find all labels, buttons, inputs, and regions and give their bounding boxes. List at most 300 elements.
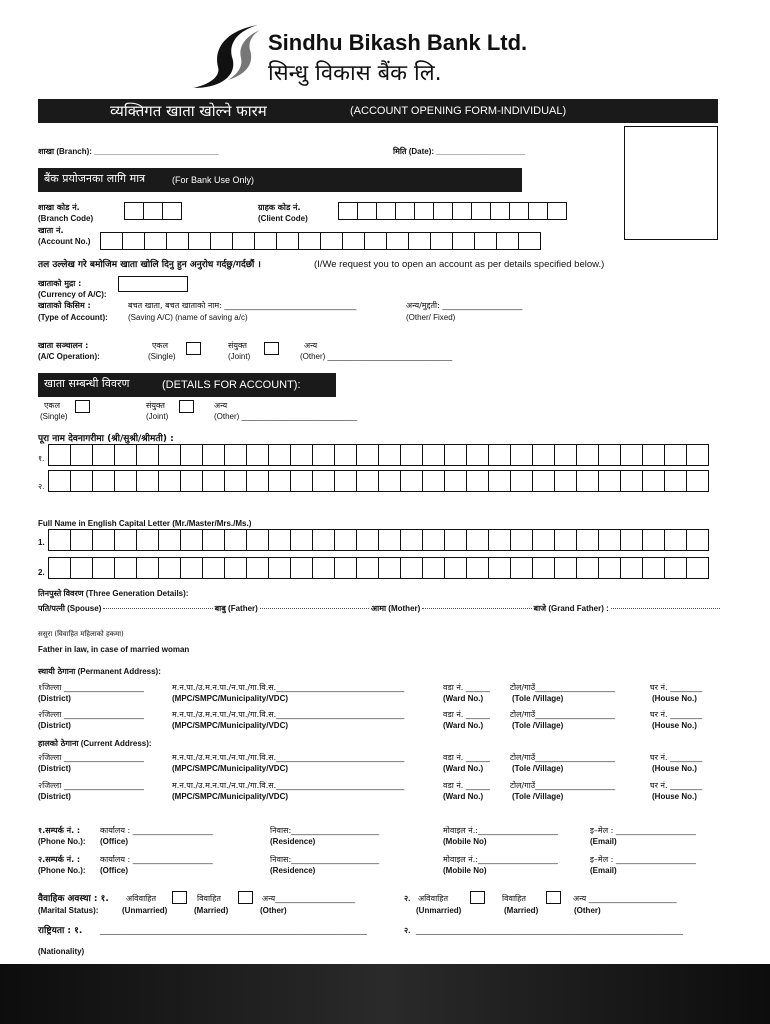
ward-sub: (Ward No.): [443, 792, 484, 801]
ward-sub: (Ward No.): [443, 721, 484, 730]
det-joint-checkbox[interactable]: [179, 400, 194, 413]
tole-sub: (Tole /Village): [512, 694, 564, 703]
bank-name-english: Sindhu Bikash Bank Ltd.: [268, 30, 528, 55]
char-box[interactable]: [474, 232, 497, 250]
char-box[interactable]: [422, 557, 445, 579]
char-box[interactable]: [334, 557, 357, 579]
ward-field[interactable]: वडा नं. ______: [443, 753, 490, 762]
tole-field[interactable]: टोल/गाउँ____________________: [510, 710, 616, 719]
name-en-row1-boxes[interactable]: [48, 529, 709, 551]
char-box[interactable]: [202, 470, 225, 492]
married2-label: विवाहित: [502, 894, 526, 903]
char-box[interactable]: [232, 232, 255, 250]
char-box[interactable]: [364, 232, 387, 250]
det-single-sub: (Single): [40, 412, 68, 421]
char-box[interactable]: [598, 557, 621, 579]
char-box[interactable]: [510, 470, 533, 492]
char-box[interactable]: [312, 557, 335, 579]
name-en-row2-num: 2.: [38, 568, 45, 577]
client-code-label: ग्राहक कोड नं.: [258, 203, 301, 212]
char-box[interactable]: [290, 444, 313, 466]
char-box[interactable]: [466, 444, 489, 466]
district-field[interactable]: २जिल्ला ____________________: [38, 753, 144, 762]
residence-phone-field[interactable]: निवास:______________________: [270, 855, 380, 864]
char-box[interactable]: [100, 232, 123, 250]
municipality-field[interactable]: म.न.पा./उ.म.न.पा./न.पा./गा.वि.स.________________________________: [172, 781, 405, 790]
char-box[interactable]: [496, 232, 519, 250]
permanent-address-label: स्थायी ठेगाना (Permanent Address):: [38, 667, 161, 676]
char-box[interactable]: [532, 470, 555, 492]
form-title-english: (ACCOUNT OPENING FORM-INDIVIDUAL): [350, 105, 567, 117]
married-checkbox[interactable]: [238, 891, 253, 904]
char-box[interactable]: [158, 444, 181, 466]
tole-sub: (Tole /Village): [512, 792, 564, 801]
char-box[interactable]: [452, 202, 472, 220]
municipality-field[interactable]: म.न.पा./उ.म.न.पा./न.पा./गा.वि.स.________________________________: [172, 753, 405, 762]
char-box[interactable]: [136, 557, 159, 579]
address-row[interactable]: [38, 753, 728, 775]
other-fixed-field[interactable]: अन्य/मुद्दती: ____________________: [406, 301, 523, 310]
marital-other2-field[interactable]: अन्य ______________________: [573, 894, 677, 903]
bank-use-bar: [38, 168, 522, 192]
char-box[interactable]: [664, 557, 687, 579]
char-box[interactable]: [158, 470, 181, 492]
municipality-sub: (MPC/SMPC/Municipality/VDC): [172, 764, 289, 773]
op-joint-sub: (Joint): [228, 352, 251, 361]
char-box[interactable]: [48, 557, 71, 579]
ward-field[interactable]: वडा नं. ______: [443, 710, 490, 719]
district-field[interactable]: १जिल्ला ____________________: [38, 683, 144, 692]
unmarried2-label: अविवाहित: [418, 894, 449, 903]
request-nepali: तल उल्लेख गरे बमोजिम खाता खोलि दिनु हुन अनुरोध गर्दछु/गर्दछौं ।: [38, 260, 261, 270]
char-box[interactable]: [576, 557, 599, 579]
residence-sub: (Residence): [270, 866, 316, 875]
char-box[interactable]: [92, 557, 115, 579]
form-title-bar: [38, 99, 718, 123]
char-box[interactable]: [224, 557, 247, 579]
operation-label: खाता सञ्चालन :: [38, 341, 89, 350]
ward-sub: (Ward No.): [443, 764, 484, 773]
char-box[interactable]: [642, 557, 665, 579]
address-row[interactable]: [38, 683, 728, 705]
date-field[interactable]: मिति (Date): ____________________: [393, 147, 526, 156]
currency-label-en: (Currency of A/C):: [38, 290, 107, 299]
house-sub: (House No.): [652, 694, 697, 703]
client-code-boxes[interactable]: [338, 202, 567, 220]
char-box[interactable]: [254, 232, 277, 250]
char-box[interactable]: [290, 529, 313, 551]
char-box[interactable]: [166, 232, 189, 250]
char-box[interactable]: [554, 529, 577, 551]
char-box[interactable]: [378, 529, 401, 551]
district-sub: (District): [38, 764, 71, 773]
op-single-checkbox[interactable]: [186, 342, 201, 355]
char-box[interactable]: [430, 232, 453, 250]
char-box[interactable]: [246, 470, 269, 492]
char-box[interactable]: [276, 232, 299, 250]
char-box[interactable]: [312, 470, 335, 492]
bank-use-nepali: बैंक प्रयोजनका लागि मात्र: [44, 172, 146, 185]
district-sub: (District): [38, 792, 71, 801]
name-nepali-label: पूरा नाम देवनागरीमा (श्री/सुश्री/श्रीमती) :: [38, 434, 174, 444]
currency-label: खाताको मुद्रा :: [38, 279, 82, 288]
char-box[interactable]: [246, 444, 269, 466]
char-box[interactable]: [422, 470, 445, 492]
mobile-field[interactable]: मोवाइल नं.:____________________: [443, 826, 558, 835]
char-box[interactable]: [246, 529, 269, 551]
char-box[interactable]: [180, 444, 203, 466]
char-box[interactable]: [342, 232, 365, 250]
bank-logo: [188, 22, 268, 92]
char-box[interactable]: [686, 529, 709, 551]
char-box[interactable]: [400, 529, 423, 551]
marital-label: वैवाहिक अवस्था : १.: [38, 894, 109, 904]
char-box[interactable]: [576, 529, 599, 551]
char-box[interactable]: [395, 202, 415, 220]
branch-code-boxes[interactable]: [124, 202, 182, 220]
ward-field[interactable]: वडा नं. ______: [443, 781, 490, 790]
char-box[interactable]: [547, 202, 567, 220]
char-box[interactable]: [510, 444, 533, 466]
branch-code-label-en: (Branch Code): [38, 214, 94, 223]
char-box[interactable]: [598, 529, 621, 551]
phone-row[interactable]: [38, 855, 728, 877]
char-box[interactable]: [312, 529, 335, 551]
char-box[interactable]: [202, 444, 225, 466]
char-box[interactable]: [224, 444, 247, 466]
name-np-row1-num: १.: [38, 454, 45, 463]
char-box[interactable]: [664, 444, 687, 466]
char-box[interactable]: [576, 444, 599, 466]
char-box[interactable]: [686, 444, 709, 466]
ward-field[interactable]: वडा नं. ______: [443, 683, 490, 692]
residence-phone-field[interactable]: निवास:______________________: [270, 826, 380, 835]
op-other-field[interactable]: (Other) ____________________________: [300, 352, 453, 361]
email-sub: (Email): [590, 837, 617, 846]
house-sub: (House No.): [652, 721, 697, 730]
married-label: विवाहित: [197, 894, 221, 903]
char-box[interactable]: [92, 470, 115, 492]
char-box[interactable]: [554, 557, 577, 579]
char-box[interactable]: [444, 470, 467, 492]
tole-field[interactable]: टोल/गाउँ____________________: [510, 781, 616, 790]
char-box[interactable]: [532, 529, 555, 551]
name-english-label: Full Name in English Capital Letter (Mr./Master/Mrs./Ms.): [38, 519, 252, 528]
char-box[interactable]: [114, 444, 137, 466]
char-box[interactable]: [466, 557, 489, 579]
operation-label-en: (A/C Operation):: [38, 352, 100, 361]
char-box[interactable]: [598, 444, 621, 466]
char-box[interactable]: [70, 444, 93, 466]
municipality-field[interactable]: म.न.पा./उ.म.न.पा./न.पा./गा.वि.स.________________________________: [172, 710, 405, 719]
char-box[interactable]: [620, 557, 643, 579]
married2-checkbox[interactable]: [546, 891, 561, 904]
name-np-row2-boxes[interactable]: [48, 470, 709, 492]
char-box[interactable]: [488, 470, 511, 492]
office-phone-field[interactable]: कार्यालय : ____________________: [100, 855, 213, 864]
char-box[interactable]: [554, 470, 577, 492]
op-joint-label: संयुक्त: [228, 341, 247, 350]
char-box[interactable]: [48, 444, 71, 466]
char-box[interactable]: [180, 529, 203, 551]
email-sub: (Email): [590, 866, 617, 875]
marital-other-field[interactable]: अन्य____________________: [262, 894, 356, 903]
char-box[interactable]: [444, 557, 467, 579]
municipality-sub: (MPC/SMPC/Municipality/VDC): [172, 721, 289, 730]
char-box[interactable]: [422, 529, 445, 551]
char-box[interactable]: [334, 470, 357, 492]
char-box[interactable]: [620, 470, 643, 492]
char-box[interactable]: [48, 470, 71, 492]
char-box[interactable]: [642, 444, 665, 466]
name-en-row2-boxes[interactable]: [48, 557, 709, 579]
unmarried-checkbox[interactable]: [172, 891, 187, 904]
account-type-label: खाताको किसिम :: [38, 301, 91, 310]
name-np-row1-boxes[interactable]: [48, 444, 709, 466]
char-box[interactable]: [268, 529, 291, 551]
char-box[interactable]: [466, 470, 489, 492]
char-box[interactable]: [488, 529, 511, 551]
char-box[interactable]: [290, 557, 313, 579]
generation-row[interactable]: [38, 603, 722, 613]
mobile-sub: (Mobile No): [443, 837, 487, 846]
house-field[interactable]: घर नं. ________: [650, 683, 703, 692]
char-box[interactable]: [92, 444, 115, 466]
char-box[interactable]: [466, 529, 489, 551]
char-box[interactable]: [144, 232, 167, 250]
client-code-label-en: (Client Code): [258, 214, 308, 223]
char-box[interactable]: [452, 232, 475, 250]
address-row[interactable]: [38, 710, 728, 732]
char-box[interactable]: [378, 470, 401, 492]
char-box[interactable]: [554, 444, 577, 466]
char-box[interactable]: [312, 444, 335, 466]
char-box[interactable]: [180, 557, 203, 579]
char-box[interactable]: [376, 202, 396, 220]
office-sub: (Office): [100, 866, 128, 875]
char-box[interactable]: [378, 557, 401, 579]
op-other-label: अन्य: [304, 341, 318, 350]
marital-label-en: (Marital Status):: [38, 906, 99, 915]
char-box[interactable]: [664, 470, 687, 492]
char-box[interactable]: [490, 202, 510, 220]
bank-use-english: (For Bank Use Only): [172, 175, 255, 185]
op-single-sub: (Single): [148, 352, 176, 361]
ward-sub: (Ward No.): [443, 694, 484, 703]
tole-field[interactable]: टोल/गाउँ____________________: [510, 753, 616, 762]
district-sub: (District): [38, 694, 71, 703]
char-box[interactable]: [70, 470, 93, 492]
char-box[interactable]: [414, 202, 434, 220]
married-sub: (Married): [194, 906, 229, 915]
branch-code-label: शाखा कोड नं.: [38, 203, 80, 212]
char-box[interactable]: [642, 470, 665, 492]
char-box[interactable]: [408, 232, 431, 250]
char-box[interactable]: [532, 557, 555, 579]
op-single-label: एकल: [152, 341, 168, 350]
father-label: बाबु (Father): [214, 603, 258, 613]
char-box[interactable]: [136, 444, 159, 466]
request-english: (I/We request you to open an account as per details specified below.): [314, 259, 605, 270]
char-box[interactable]: [122, 232, 145, 250]
char-box[interactable]: [471, 202, 491, 220]
email-field[interactable]: इ–मेल : ____________________: [590, 826, 696, 835]
char-box[interactable]: [433, 202, 453, 220]
district-field[interactable]: २जिल्ला ____________________: [38, 710, 144, 719]
char-box[interactable]: [356, 470, 379, 492]
char-box[interactable]: [518, 232, 541, 250]
marital-other2-sub: (Other): [574, 906, 601, 915]
house-sub: (House No.): [652, 792, 697, 801]
char-box[interactable]: [528, 202, 548, 220]
char-box[interactable]: [620, 529, 643, 551]
footer-band: [0, 964, 770, 1024]
grandfather-label: बाजे (Grand Father) :: [533, 603, 609, 613]
det-other-field[interactable]: (Other) __________________________: [214, 412, 358, 421]
email-field[interactable]: इ–मेल : ____________________: [590, 855, 696, 864]
nationality-line-2[interactable]: ____________________________________________________________: [416, 926, 683, 935]
char-box[interactable]: [510, 557, 533, 579]
phone-sub: (Phone No.):: [38, 866, 86, 875]
unmarried-label: अविवाहित: [126, 894, 157, 903]
generation-label: तिनपुस्ते विवरण (Three Generation Details):: [38, 589, 189, 598]
mobile-field[interactable]: मोवाइल नं.:____________________: [443, 855, 558, 864]
phone-sub: (Phone No.):: [38, 837, 86, 846]
char-box[interactable]: [70, 557, 93, 579]
house-field[interactable]: घर नं. ________: [650, 753, 703, 762]
char-box[interactable]: [334, 529, 357, 551]
char-box[interactable]: [642, 529, 665, 551]
op-joint-checkbox[interactable]: [264, 342, 279, 355]
nationality-line-1[interactable]: ____________________________________________________________: [100, 926, 367, 935]
char-box[interactable]: [444, 529, 467, 551]
char-box[interactable]: [224, 470, 247, 492]
char-box[interactable]: [114, 557, 137, 579]
district-sub: (District): [38, 721, 71, 730]
father-in-law-en: Father in law, in case of married woman: [38, 645, 190, 654]
phone-row[interactable]: [38, 826, 728, 848]
char-box[interactable]: [598, 470, 621, 492]
char-box[interactable]: [114, 470, 137, 492]
char-box[interactable]: [70, 529, 93, 551]
name-np-row2-num: २.: [38, 482, 45, 491]
det-single-label: एकल: [44, 401, 60, 410]
residence-sub: (Residence): [270, 837, 316, 846]
char-box[interactable]: [246, 557, 269, 579]
house-field[interactable]: घर नं. ________: [650, 710, 703, 719]
char-box[interactable]: [298, 232, 321, 250]
char-box[interactable]: [576, 470, 599, 492]
unmarried2-sub: (Unmarried): [416, 906, 462, 915]
char-box[interactable]: [356, 444, 379, 466]
account-type-label-en: (Type of Account):: [38, 313, 108, 322]
nationality-en: (Nationality): [38, 947, 85, 956]
municipality-sub: (MPC/SMPC/Municipality/VDC): [172, 694, 289, 703]
char-box[interactable]: [158, 557, 181, 579]
branch-field[interactable]: शाखा (Branch): ____________________________: [38, 147, 219, 156]
char-box[interactable]: [488, 444, 511, 466]
char-box[interactable]: [320, 232, 343, 250]
saving-account-field[interactable]: बचत खाता, बचत खाताको नाम: _________________________________: [128, 301, 357, 310]
char-box[interactable]: [334, 444, 357, 466]
account-no-boxes[interactable]: [100, 232, 541, 250]
det-joint-label: संयुक्त: [146, 401, 165, 410]
office-phone-field[interactable]: कार्यालय : ____________________: [100, 826, 213, 835]
house-field[interactable]: घर नं. ________: [650, 781, 703, 790]
char-box[interactable]: [224, 529, 247, 551]
phone-label: १.सम्पर्क नं. :: [38, 826, 81, 835]
char-box[interactable]: [400, 470, 423, 492]
char-box[interactable]: [620, 444, 643, 466]
municipality-field[interactable]: म.न.पा./उ.म.न.पा./न.पा./गा.वि.स.________________________________: [172, 683, 405, 692]
district-field[interactable]: २जिल्ला ____________________: [38, 781, 144, 790]
char-box[interactable]: [338, 202, 358, 220]
char-box[interactable]: [400, 444, 423, 466]
char-box[interactable]: [378, 444, 401, 466]
char-box[interactable]: [210, 232, 233, 250]
char-box[interactable]: [488, 557, 511, 579]
det-joint-sub: (Joint): [146, 412, 169, 421]
char-box[interactable]: [158, 529, 181, 551]
char-box[interactable]: [268, 444, 291, 466]
char-box[interactable]: [180, 470, 203, 492]
current-address-label: हालको ठेगाना (Current Address):: [38, 739, 152, 748]
char-box[interactable]: [48, 529, 71, 551]
char-box[interactable]: [202, 557, 225, 579]
char-box[interactable]: [444, 444, 467, 466]
tole-field[interactable]: टोल/गाउँ____________________: [510, 683, 616, 692]
unmarried2-checkbox[interactable]: [470, 891, 485, 904]
char-box[interactable]: [509, 202, 529, 220]
char-box[interactable]: [136, 529, 159, 551]
char-box[interactable]: [114, 529, 137, 551]
address-row[interactable]: [38, 781, 728, 803]
char-box[interactable]: [664, 529, 687, 551]
char-box[interactable]: [356, 529, 379, 551]
house-sub: (House No.): [652, 764, 697, 773]
char-box[interactable]: [686, 470, 709, 492]
married2-sub: (Married): [504, 906, 539, 915]
char-box[interactable]: [422, 444, 445, 466]
currency-box[interactable]: [118, 276, 188, 292]
account-no-label: खाता नं.: [38, 226, 64, 235]
det-single-checkbox[interactable]: [75, 400, 90, 413]
char-box[interactable]: [290, 470, 313, 492]
char-box[interactable]: [202, 529, 225, 551]
char-box[interactable]: [400, 557, 423, 579]
municipality-sub: (MPC/SMPC/Municipality/VDC): [172, 792, 289, 801]
photo-box[interactable]: [624, 126, 718, 240]
char-box[interactable]: [268, 557, 291, 579]
char-box[interactable]: [532, 444, 555, 466]
char-box[interactable]: [136, 470, 159, 492]
details-bar: [38, 373, 336, 397]
char-box[interactable]: [510, 529, 533, 551]
tole-sub: (Tole /Village): [512, 764, 564, 773]
char-box[interactable]: [686, 557, 709, 579]
char-box[interactable]: [357, 202, 377, 220]
char-box[interactable]: [188, 232, 211, 250]
office-sub: (Office): [100, 837, 128, 846]
char-box[interactable]: [356, 557, 379, 579]
char-box[interactable]: [92, 529, 115, 551]
nationality-label: राष्ट्रियता : १.: [38, 926, 83, 936]
char-box[interactable]: [386, 232, 409, 250]
phone-label: २.सम्पर्क नं. :: [38, 855, 81, 864]
char-box[interactable]: [268, 470, 291, 492]
nationality-second-num: २.: [404, 926, 411, 935]
unmarried-sub: (Unmarried): [122, 906, 168, 915]
